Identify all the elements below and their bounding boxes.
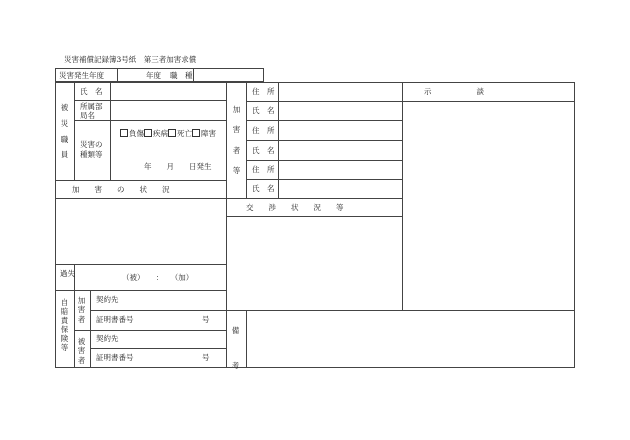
perp-cert-no: 号 [202,315,210,324]
perp-name-2: 氏 名 [252,146,275,155]
checkbox-death[interactable] [168,129,176,137]
insurance-victim-label: 被害者 [77,337,86,365]
fault-ratio: （被） ： （加） [122,273,194,282]
form-title: 災害補償記録簿3号紙 第三者加害求償 [64,55,197,64]
perp-name-1: 氏 名 [252,106,275,115]
situation-heading: 加 害 の 状 況 [72,185,170,194]
victim-cert-label: 証明書番号 [96,353,134,362]
victim-name-label: 氏 名 [80,87,103,96]
victim-type-checkboxes: 負傷 疾病 死亡 障害 [120,129,216,138]
victim-dept-label: 所属部局名 [80,102,103,120]
instruction-heading: 示 談 [424,87,484,96]
nendo-label: 年度 [146,70,161,80]
checkbox-injury[interactable] [120,129,128,137]
perp-contract-label: 契約先 [96,295,119,304]
insurance-side-label: 自賠責保険等 [60,298,69,352]
remarks-label: 備考 [231,326,240,370]
shokushu-label: 職 種 [170,70,193,80]
perpetrator-side-label: 加害者等 [232,105,241,175]
perp-name-3: 氏 名 [252,184,275,193]
perp-addr-2: 住 所 [252,126,275,135]
perp-addr-3: 住 所 [252,165,275,174]
insurance-perp-label: 加害者 [77,296,86,324]
fault-label-a: 過失 [60,269,75,278]
year-label: 災害発生年度 [59,70,104,80]
victim-side-label: 被災職員 [60,103,69,160]
perp-cert-label: 証明書番号 [96,315,134,324]
checkbox-illness[interactable] [144,129,152,137]
negotiation-heading: 交 渉 状 況 等 [246,203,344,212]
victim-contract-label: 契約先 [96,334,119,343]
perp-addr-1: 住 所 [252,87,275,96]
occurrence-date-line: 年 月 日発生 [144,162,212,171]
victim-cert-no: 号 [202,353,210,362]
main-table [55,82,575,368]
checkbox-disability[interactable] [192,129,200,137]
victim-type-label: 災害の種類等 [80,140,103,159]
